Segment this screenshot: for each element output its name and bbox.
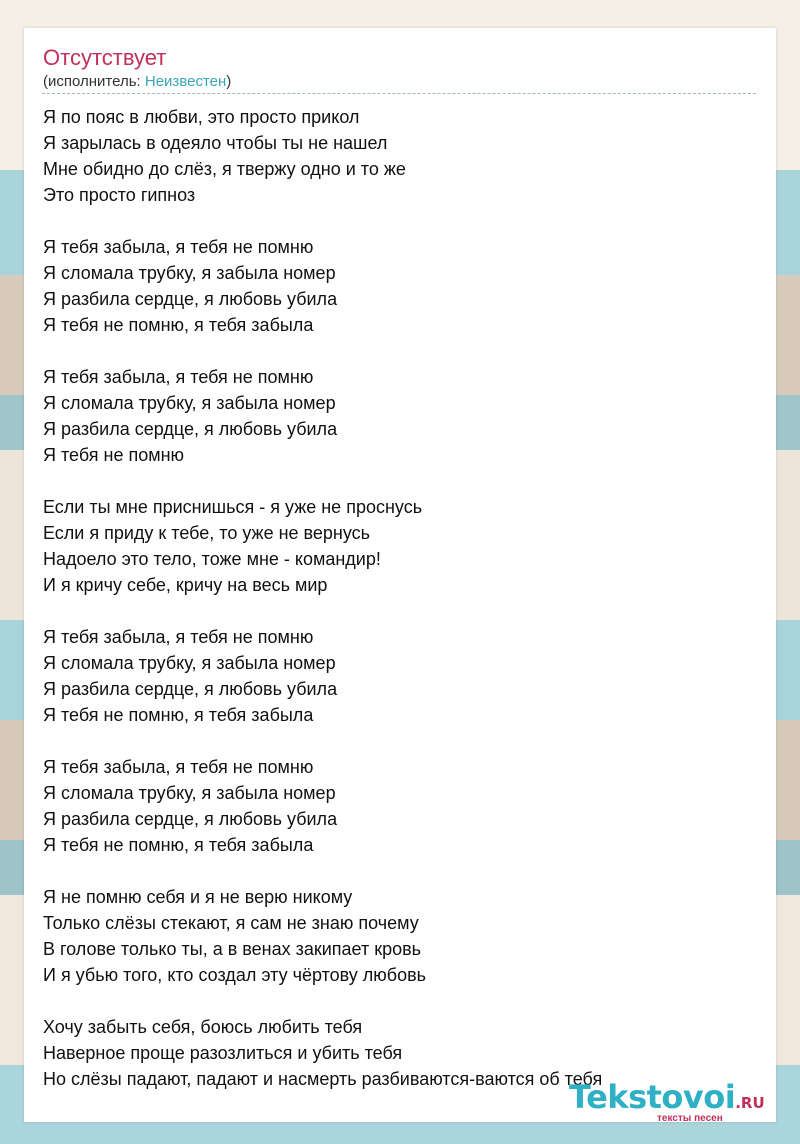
lyrics-line: Я тебя не помню, я тебя забыла xyxy=(43,315,314,335)
lyrics-line: Я сломала трубку, я забыла номер xyxy=(43,263,336,283)
lyrics-line: Наверное проще разозлиться и убить тебя xyxy=(43,1043,403,1063)
lyrics-line: Я тебя не помню, я тебя забыла xyxy=(43,835,314,855)
lyrics-line: Мне обидно до слёз, я твержу одно и то же xyxy=(43,159,406,179)
artist-line xyxy=(43,73,231,91)
lyrics-sheet xyxy=(24,28,776,1122)
lyrics-stanza xyxy=(43,494,763,598)
lyrics-line: Я разбила сердце, я любовь убила xyxy=(43,289,338,309)
lyrics-line: Я тебя не помню xyxy=(43,445,185,465)
lyrics-line: Хочу забыть себя, боюсь любить тебя xyxy=(43,1017,363,1037)
lyrics-line: Но слёзы падают, падают и насмерть разбиваются-ваются об тебя xyxy=(43,1069,603,1089)
song-title: Отсутствует xyxy=(43,45,167,70)
lyrics-line: Если я приду к тебе, то уже не вернусь xyxy=(43,523,371,543)
lyrics-line: Я тебя забыла, я тебя не помню xyxy=(43,627,314,647)
lyrics-line: Я сломала трубку, я забыла номер xyxy=(43,653,336,673)
lyrics-line: Я разбила сердце, я любовь убила xyxy=(43,809,338,829)
lyrics-line: В голове только ты, а в венах закипает кровь xyxy=(43,939,422,959)
logo-name: Tekstovoi xyxy=(569,1078,736,1116)
logo-tagline: тексты песен xyxy=(657,1113,723,1124)
artist-prefix: (исполнитель: xyxy=(43,73,145,90)
lyrics-stanza xyxy=(43,104,763,208)
lyrics-stanza xyxy=(43,884,763,988)
lyrics-stanza xyxy=(43,754,763,858)
lyrics-line: И я кричу себе, кричу на весь мир xyxy=(43,575,328,595)
lyrics-line: Я сломала трубку, я забыла номер xyxy=(43,393,336,413)
lyrics-body xyxy=(43,104,763,1118)
lyrics-line: Я тебя не помню, я тебя забыла xyxy=(43,705,314,725)
lyrics-line: И я убью того, кто создал эту чёртову любовь xyxy=(43,965,427,985)
lyrics-line: Это просто гипноз xyxy=(43,185,196,205)
lyrics-line: Я тебя забыла, я тебя не помню xyxy=(43,757,314,777)
lyrics-line: Надоело это тело, тоже мне - командир! xyxy=(43,549,381,569)
lyrics-line: Я тебя забыла, я тебя не помню xyxy=(43,237,314,257)
lyrics-line: Только слёзы стекают, я сам не знаю почему xyxy=(43,913,419,933)
lyrics-line: Я зарылась в одеяло чтобы ты не нашел xyxy=(43,133,388,153)
lyrics-line: Если ты мне приснишься - я уже не проснусь xyxy=(43,497,423,517)
lyrics-line: Я не помню себя и я не верю никому xyxy=(43,887,353,907)
lyrics-stanza xyxy=(43,624,763,728)
lyrics-line: Я разбила сердце, я любовь убила xyxy=(43,679,338,699)
lyrics-line: Я сломала трубку, я забыла номер xyxy=(43,783,336,803)
artist-link[interactable]: Неизвестен xyxy=(144,73,227,90)
header-divider xyxy=(42,93,756,94)
lyrics-line: Я по пояс в любви, это просто прикол xyxy=(43,107,360,127)
artist-suffix: ) xyxy=(226,73,232,90)
lyrics-line: Я тебя забыла, я тебя не помню xyxy=(43,367,314,387)
lyrics-stanza xyxy=(43,364,763,468)
lyrics-stanza xyxy=(43,234,763,338)
logo-tld: .RU xyxy=(735,1094,765,1112)
lyrics-line: Я разбила сердце, я любовь убила xyxy=(43,419,338,439)
